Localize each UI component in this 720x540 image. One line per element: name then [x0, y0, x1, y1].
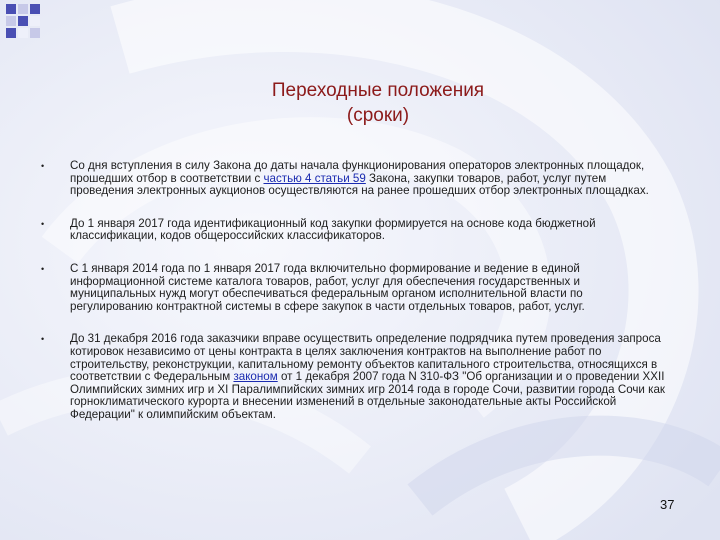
- bullet-text: До 31 декабря 2016 года заказчики вправе осуществить определение подрядчика путем проведения запроса котировок независимо от цены контракта в целях заключения контрактов на выполнение работ по строительству, реконструкции, капитальному ремонту объектов капитального строительства, относящихся в соответствии с Федеральным: [70, 332, 661, 384]
- bullet-text: Со дня вступления в силу Закона до даты начала функционирования операторов электронных площадок, прошедших отбор в соответствии с: [70, 159, 645, 185]
- page-number: 37: [660, 497, 675, 512]
- bullet-marker: •: [41, 161, 45, 171]
- bullet-text: от 1 декабря 2007 года N 310-ФЗ "Об организации и о проведении XXII Олимпийских зимних игр и XI Паралимпийских зимних игр 2014 года в городе Сочи, развитии города Сочи как горноклиматического курорта и внесении изменений в отдельные законодательные акты Российской Федерации" к олимпийским объектам.: [70, 370, 665, 421]
- bullet-marker: •: [41, 263, 45, 274]
- bullet-text: С 1 января 2014 года по 1 января 2017 года включительно формирование и ведение в единой информационной системе каталога товаров, работ, услуг для обеспечения государственных и муниципальных нужд могут обеспечиваться федеральным органом исполнительной власти по регулированию контрактной системы в сфере закупок в части отдельных товаров, работ, услуг.: [70, 261, 585, 313]
- bullet-item-4: [38, 333, 668, 421]
- bullet-marker: •: [41, 334, 45, 345]
- bullet-text: Закона, закупки товаров, работ, услуг путем проведения электронных аукционов осуществляются на ранее прошедших отбор электронных площадках.: [70, 171, 649, 198]
- federal-law-link[interactable]: законом: [233, 370, 278, 384]
- law-part-link[interactable]: частью 4 статьи 59: [263, 171, 366, 185]
- title-line-2: (сроки): [346, 105, 410, 126]
- slide-title: [0, 78, 720, 128]
- bullet-list: [38, 160, 668, 442]
- bullet-text: До 1 января 2017 года идентификационный код закупки формируется на основе кода бюджетной классификации, кодов общероссийских классификаторов.: [70, 216, 596, 243]
- bullet-item-3: [38, 263, 668, 313]
- bullet-item-1: [38, 160, 668, 198]
- bullet-item-2: [38, 218, 668, 243]
- logo-squares: [0, 0, 60, 45]
- title-line-1: Переходные положения: [271, 80, 485, 101]
- bullet-marker: •: [41, 218, 45, 229]
